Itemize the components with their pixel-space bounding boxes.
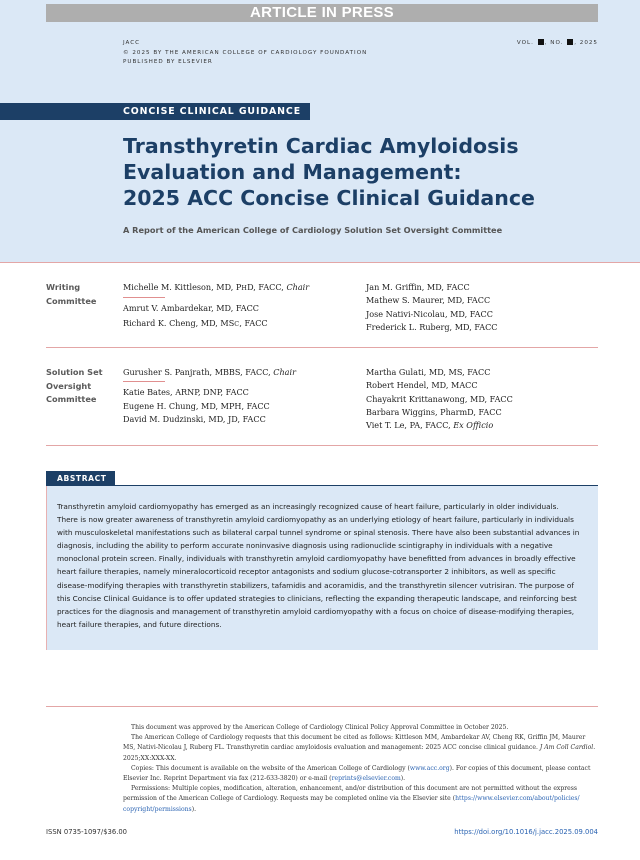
oversight-committee-label: Solution Set Oversight Committee <box>46 367 103 404</box>
committee-member: Amrut V. Ambardekar, MD, FACC <box>123 303 259 314</box>
writing-committee-left <box>123 281 309 331</box>
chair-underline <box>123 297 165 298</box>
permissions-link[interactable]: copyright/permissions <box>123 805 192 813</box>
committee-chair: Michelle M. Kittleson, MD, PHD, FACC, Chair <box>123 282 310 292</box>
committee-member: David M. Dudzinski, MD, JD, FACC <box>123 413 266 424</box>
divider <box>46 347 598 348</box>
publisher-line: PUBLISHED BY ELSEVIER <box>123 59 213 65</box>
abstract-line: heart failure therapies, and future directions. <box>57 619 222 629</box>
acc-website-link[interactable]: www.acc.org <box>409 764 450 772</box>
oversight-committee-right <box>366 366 513 432</box>
abstract-body <box>57 500 586 631</box>
committee-member: Richard K. Cheng, MD, MSC, FACC <box>123 317 268 328</box>
committee-member: Barbara Wiggins, PharmD, FACC <box>366 406 502 417</box>
issue-placeholder-box <box>567 39 573 45</box>
permissions-note: copyright/permissions). <box>123 805 197 813</box>
committee-member: Chayakrit Krittanawong, MD, FACC <box>366 393 513 404</box>
committee-member: Robert Hendel, MD, MACC <box>366 380 478 391</box>
abstract-line: heart failure therapies, namely mineralocorticoid receptor antagonists and sodium glucose-cotransporter 2 inhibitors, as well as specific <box>57 567 556 577</box>
divider <box>46 445 598 446</box>
abstract-heading: ABSTRACT <box>46 471 115 486</box>
committee-member: Jan M. Griffin, MD, FACC <box>366 282 470 292</box>
committee-member: Katie Bates, ARNP, DNP, FACC <box>123 387 249 398</box>
writing-committee-label: Writing Committee <box>46 282 97 306</box>
reprints-email-link[interactable]: reprints@elsevier.com <box>331 775 401 783</box>
committee-member: Martha Gulati, MD, MS, FACC <box>366 367 491 377</box>
abstract-line: practices for the diagnosis and management of transthyretin amyloid cardiomyopathy with a focus on choice of disease-modifying therapies, <box>57 606 575 616</box>
volume-info <box>517 39 598 46</box>
title-line-1: Transthyretin Cardiac Amyloidosis <box>123 134 519 158</box>
citation-note: 2025;XX:XXX-XX. <box>123 754 177 762</box>
copyright-line: © 2025 BY THE AMERICAN COLLEGE OF CARDIOLOGY FOUNDATION <box>123 49 368 56</box>
category-bar <box>0 103 310 120</box>
abstract-line: Transthyretin amyloid cardiomyopathy has emerged as an increasingly recognized cause of heart failure, particularly in older individuals. <box>57 502 559 511</box>
permissions-note: Permissions: Multiple copies, modification, alteration, enhancement, and/or distribution of this document are not permitted without the express <box>131 785 578 793</box>
committee-chair: Gurusher S. Panjrath, MBBS, FACC, Chair <box>123 367 296 377</box>
permissions-note: permission of the American College of Cardiology. Requests may be completed online via the Elsevier site (https://www.elsevier.com/about/policies/ <box>123 795 580 803</box>
title-line-3: 2025 ACC Concise Clinical Guidance <box>123 186 535 210</box>
committee-member: Jose Nativi-Nicolau, MD, FACC <box>366 308 493 319</box>
approval-note: This document was approved by the American College of Cardiology Clinical Policy Approval Committee in October 2025. <box>131 724 509 731</box>
category-label: CONCISE CLINICAL GUIDANCE <box>123 106 301 117</box>
article-in-press-banner: ARTICLE IN PRESS <box>46 4 598 22</box>
article-title <box>123 133 593 211</box>
committee-member: Eugene H. Chung, MD, MPH, FACC <box>123 400 270 411</box>
citation-note: The American College of Cardiology requests that this document be cited as follows: Kittleson MM, Ambardekar AV, Cheng RK, Griffin JM, Maurer <box>131 734 586 742</box>
divider <box>46 706 598 707</box>
oversight-committee-left <box>123 366 296 426</box>
divider <box>0 262 640 263</box>
committee-member: Mathew S. Maurer, MD, FACC <box>366 295 491 306</box>
year-text: , 2025 <box>574 40 598 46</box>
abstract-line: monoclonal protein screen. Finally, individuals with transthyretin amyloid cardiomyopathy have benefitted from advances in broadly effective <box>57 554 576 564</box>
journal-meta <box>123 39 367 68</box>
permissions-link[interactable]: https://www.elsevier.com/about/policies/ <box>455 795 580 803</box>
volume-placeholder-box <box>538 39 544 45</box>
issue-prefix: , NO. <box>544 40 564 46</box>
abstract-line: this Concise Clinical Guidance is to offer updated strategies to clinicians, reflecting the expanding therapeutic landscape, and reinforcing best <box>57 593 577 603</box>
volume-prefix: VOL. <box>516 40 534 46</box>
abstract-line: with musculoskeletal manifestations such as bilateral carpal tunnel syndrome or spinal stenosis. There have also been substantial advances in <box>57 528 580 538</box>
copies-note: Copies: This document is available on the website of the American College of Cardiology (www.acc.org). For copies of this document, please contact <box>131 764 591 772</box>
copies-note: Elsevier Inc. Reprint Department via fax (212-633-3820) or e-mail (reprints@elsevier.com). <box>123 775 406 783</box>
abstract-line: There is now greater awareness of transthyretin amyloid cardiomyopathy as an underlying etiology of heart failure, particularly in individuals <box>57 515 574 525</box>
citation-note: MS, Nativi-Nicolau J, Ruberg FL. Transthyretin cardiac amyloidosis evaluation and management: 2025 ACC concise clinical guidance. J Am Coll Cardiol. <box>123 744 596 752</box>
writing-committee-right <box>366 281 497 334</box>
issn: ISSN 0735-1097/$36.00 <box>46 828 127 836</box>
doi-link[interactable]: https://doi.org/10.1016/j.jacc.2025.09.004 <box>454 828 598 836</box>
article-subtitle: A Report of the American College of Cardiology Solution Set Oversight Committee <box>123 225 503 235</box>
abstract-line: disease-modifying therapies with transthyretin stabilizers, tafamidis and acoramidis, and the transthyretin silencer vutrisiran. The purpose of <box>57 580 574 590</box>
committee-member: Frederick L. Ruberg, MD, FACC <box>366 321 498 332</box>
footnotes <box>123 723 599 815</box>
chair-underline <box>123 381 165 382</box>
abstract-line: diagnosis, including the ability to perform accurate noninvasive diagnosis using radionuclide scintigraphy in individuals with a negative <box>57 541 553 551</box>
journal-name: JACC <box>123 40 141 46</box>
title-line-2: Evaluation and Management: <box>123 160 462 184</box>
committee-member: Viet T. Le, PA, FACC, Ex Officio <box>366 420 494 431</box>
